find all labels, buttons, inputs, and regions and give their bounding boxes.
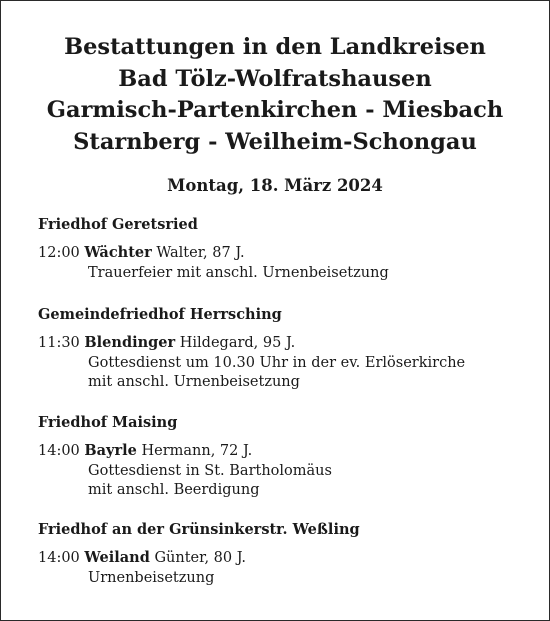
deceased-details: Günter, 80 J. bbox=[154, 550, 247, 566]
cemetery-name: Friedhof Geretsried bbox=[38, 216, 198, 233]
ceremony-detail: mit anschl. Beerdigung bbox=[88, 482, 260, 498]
cemetery-name: Gemeindefriedhof Herrsching bbox=[38, 306, 282, 323]
title-line: Bestattungen in den Landkreisen bbox=[64, 34, 486, 60]
notice-date: Montag, 18. März 2024 bbox=[167, 176, 383, 195]
burial-entry bbox=[38, 548, 538, 569]
ceremony-detail: mit anschl. Urnenbeisetzung bbox=[88, 374, 300, 390]
ceremony-detail: Trauerfeier mit anschl. Urnenbeisetzung bbox=[88, 264, 389, 281]
cemetery-section bbox=[38, 412, 538, 501]
deceased-details: Hermann, 72 J. bbox=[141, 443, 253, 459]
ceremony-detail: Gottesdienst in St. Bartholomäus bbox=[88, 462, 332, 479]
cemetery-section bbox=[38, 304, 538, 393]
burial-entry bbox=[38, 441, 538, 462]
burial-entry bbox=[38, 243, 538, 264]
cemetery-section bbox=[38, 519, 538, 588]
burial-entry bbox=[38, 333, 538, 354]
deceased-details: Walter, 87 J. bbox=[156, 245, 245, 261]
deceased-details: Hildegard, 95 J. bbox=[179, 335, 296, 351]
deceased-surname: Blendinger bbox=[84, 334, 176, 351]
title-line: Bad Tölz-Wolfratshausen bbox=[118, 65, 432, 92]
burial-time: 14:00 bbox=[38, 443, 80, 459]
cemetery-section bbox=[38, 214, 538, 283]
ceremony-detail: Urnenbeisetzung bbox=[88, 569, 215, 586]
burial-time: 14:00 bbox=[38, 550, 80, 566]
ceremony-detail: Gottesdienst um 10.30 Uhr in der ev. Erlöserkirche bbox=[88, 354, 466, 371]
title-line: Starnberg - Weilheim-Schongau bbox=[73, 128, 477, 155]
deceased-surname: Bayrle bbox=[84, 442, 137, 459]
cemetery-name: Friedhof an der Grünsinkerstr. Weßling bbox=[38, 521, 360, 538]
deceased-surname: Weiland bbox=[84, 549, 150, 566]
burial-time: 11:30 bbox=[38, 335, 80, 351]
title-line: Garmisch-Partenkirchen - Miesbach bbox=[46, 97, 504, 123]
burial-time: 12:00 bbox=[38, 245, 80, 261]
notice-header bbox=[0, 32, 550, 158]
cemetery-name: Friedhof Maising bbox=[38, 414, 178, 431]
deceased-surname: Wächter bbox=[84, 244, 152, 261]
